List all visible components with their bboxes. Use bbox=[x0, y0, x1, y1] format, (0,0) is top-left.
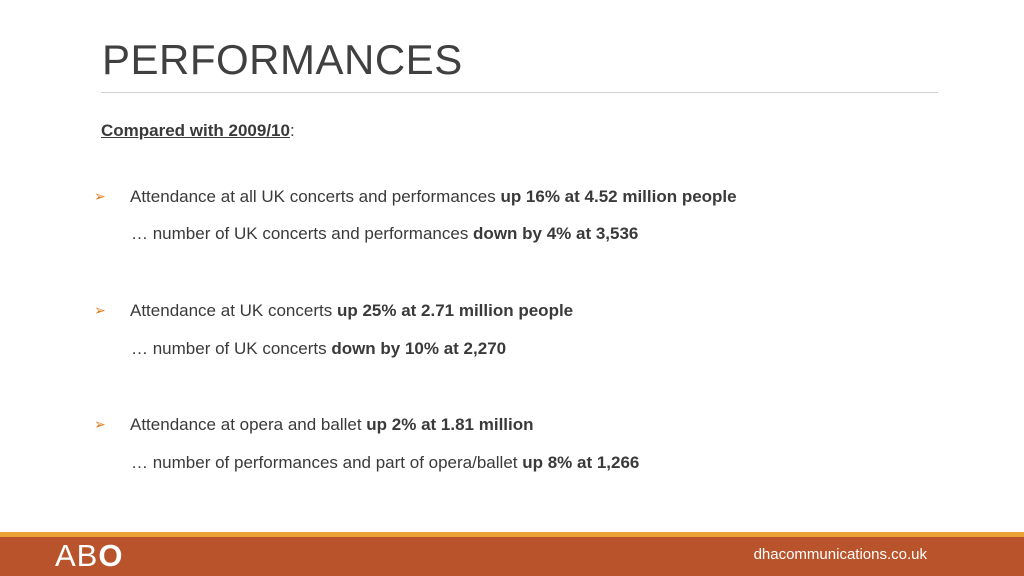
title-divider bbox=[101, 92, 938, 93]
bullet-item-2 bbox=[94, 299, 573, 322]
arrow-bullet-icon: ➢ bbox=[94, 416, 106, 432]
bullet-highlight: up 2% at 1.81 million bbox=[366, 415, 534, 434]
sub-text: … number of UK concerts and performances bbox=[131, 224, 474, 243]
sub-highlight: down by 10% at 2,270 bbox=[331, 339, 507, 358]
bullet-item-1 bbox=[94, 185, 737, 208]
subheading-colon: : bbox=[289, 121, 295, 140]
abo-logo bbox=[55, 539, 123, 573]
website-link[interactable]: dhacommunications.co.uk bbox=[753, 546, 927, 563]
bullet-text: Attendance at UK concerts bbox=[130, 301, 337, 320]
slide-title: PERFORMANCES bbox=[102, 36, 463, 83]
bullet-highlight: up 25% at 2.71 million people bbox=[336, 301, 574, 320]
bullet-subitem-3 bbox=[131, 452, 639, 474]
footer-bar bbox=[0, 537, 1024, 576]
arrow-bullet-icon: ➢ bbox=[94, 302, 106, 318]
logo-ab: AB bbox=[55, 538, 99, 573]
sub-highlight: down by 4% at 3,536 bbox=[473, 224, 639, 243]
logo-o: O bbox=[98, 538, 124, 573]
bullet-subitem-2 bbox=[131, 338, 506, 360]
sub-highlight: up 8% at 1,266 bbox=[522, 453, 640, 472]
bullet-highlight: up 16% at 4.52 million people bbox=[500, 187, 737, 206]
sub-text: … number of UK concerts bbox=[131, 339, 332, 358]
bullet-text: Attendance at all UK concerts and performances bbox=[130, 187, 501, 206]
subheading-label: Compared with 2009/10 bbox=[101, 121, 290, 140]
sub-text: … number of performances and part of opera/ballet bbox=[131, 453, 523, 472]
bullet-item-3 bbox=[94, 413, 534, 436]
arrow-bullet-icon: ➢ bbox=[94, 188, 106, 204]
subheading bbox=[101, 120, 295, 142]
bullet-subitem-1 bbox=[131, 223, 638, 245]
bullet-text: Attendance at opera and ballet bbox=[130, 415, 367, 434]
